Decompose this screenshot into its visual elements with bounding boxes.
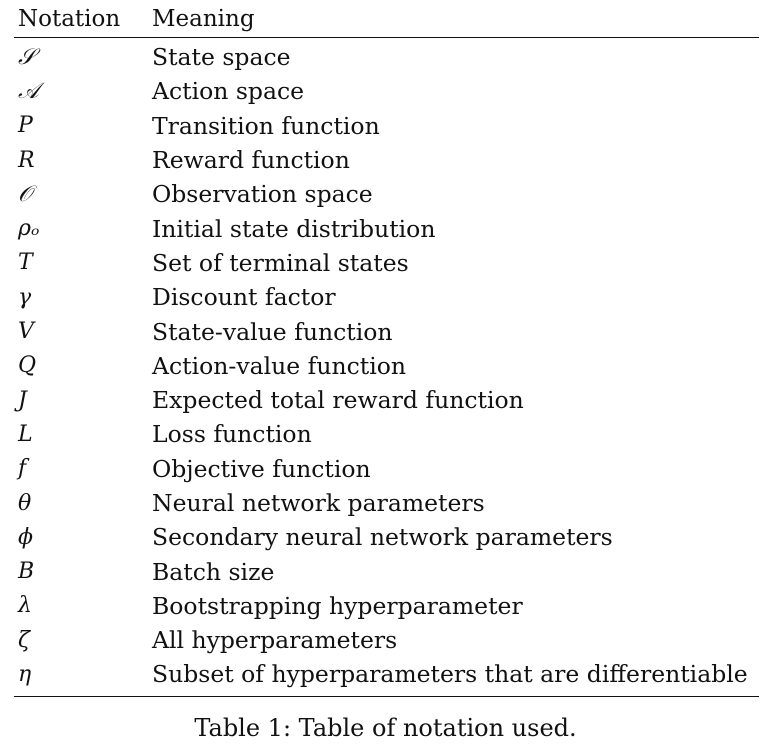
notation-meaning: Observation space — [152, 180, 373, 209]
notation-meaning: All hyperparameters — [152, 626, 398, 655]
table-row — [14, 74, 759, 108]
notation-symbol: 𝒪 — [18, 181, 32, 207]
notation-meaning: Action space — [152, 77, 305, 106]
table-row — [14, 177, 759, 211]
notation-symbol: ρₒ — [18, 216, 40, 242]
notation-meaning: Batch size — [152, 557, 275, 586]
notation-symbol: P — [18, 113, 33, 139]
table-row — [14, 520, 759, 554]
notation-symbol: θ — [18, 490, 32, 516]
table-row — [14, 349, 759, 383]
table-row — [14, 40, 759, 74]
table-row — [14, 417, 759, 451]
table-row — [14, 246, 759, 280]
notation-symbol: ζ — [18, 627, 30, 653]
header-meaning: Meaning — [152, 6, 255, 32]
notation-meaning: Action-value function — [152, 351, 407, 380]
header-notation: Notation — [18, 6, 121, 32]
notation-meaning: Discount factor — [152, 283, 336, 312]
table-row — [14, 486, 759, 520]
table-row — [14, 589, 759, 623]
table-row — [14, 314, 759, 348]
notation-symbol: J — [18, 387, 27, 413]
notation-symbol: Q — [18, 353, 37, 379]
notation-meaning: Neural network parameters — [152, 489, 485, 517]
notation-meaning: Expected total reward function — [152, 386, 524, 415]
notation-table — [14, 6, 759, 697]
notation-symbol: λ — [18, 593, 32, 619]
notation-symbol: γ — [18, 284, 32, 310]
table-row — [14, 143, 759, 177]
notation-meaning: State space — [152, 43, 291, 72]
notation-meaning: Loss function — [152, 420, 312, 449]
table-row — [14, 211, 759, 245]
notation-meaning: Transition function — [152, 111, 380, 140]
notation-symbol: η — [18, 661, 32, 687]
notation-symbol: ϕ — [18, 524, 33, 550]
notation-symbol: V — [18, 319, 34, 345]
table-row — [14, 109, 759, 143]
table-row — [14, 280, 759, 314]
table-row — [14, 383, 759, 417]
table-row — [14, 657, 759, 691]
notation-meaning: Set of terminal states — [152, 248, 409, 277]
table-row — [14, 452, 759, 486]
notation-symbol: R — [18, 147, 35, 173]
notation-meaning: Subset of hyperparameters that are differentiable — [152, 660, 748, 689]
table-header — [14, 6, 759, 38]
notation-meaning: Objective function — [152, 454, 371, 483]
notation-symbol: f — [18, 456, 27, 482]
notation-meaning: Secondary neural network parameters — [152, 523, 613, 552]
notation-meaning: Initial state distribution — [152, 214, 436, 243]
table-row — [14, 554, 759, 588]
notation-symbol: B — [18, 559, 35, 585]
notation-meaning: Reward function — [152, 146, 350, 175]
table-caption: Table 1: Table of notation used. — [194, 714, 577, 742]
notation-meaning: State-value function — [152, 317, 393, 346]
notation-symbol: T — [18, 250, 33, 276]
table-row — [14, 623, 759, 657]
notation-symbol: 𝒜 — [18, 78, 39, 104]
notation-symbol: L — [18, 421, 33, 447]
table-body — [14, 38, 759, 697]
notation-symbol: 𝒮 — [18, 44, 36, 70]
notation-meaning: Bootstrapping hyperparameter — [152, 591, 523, 620]
